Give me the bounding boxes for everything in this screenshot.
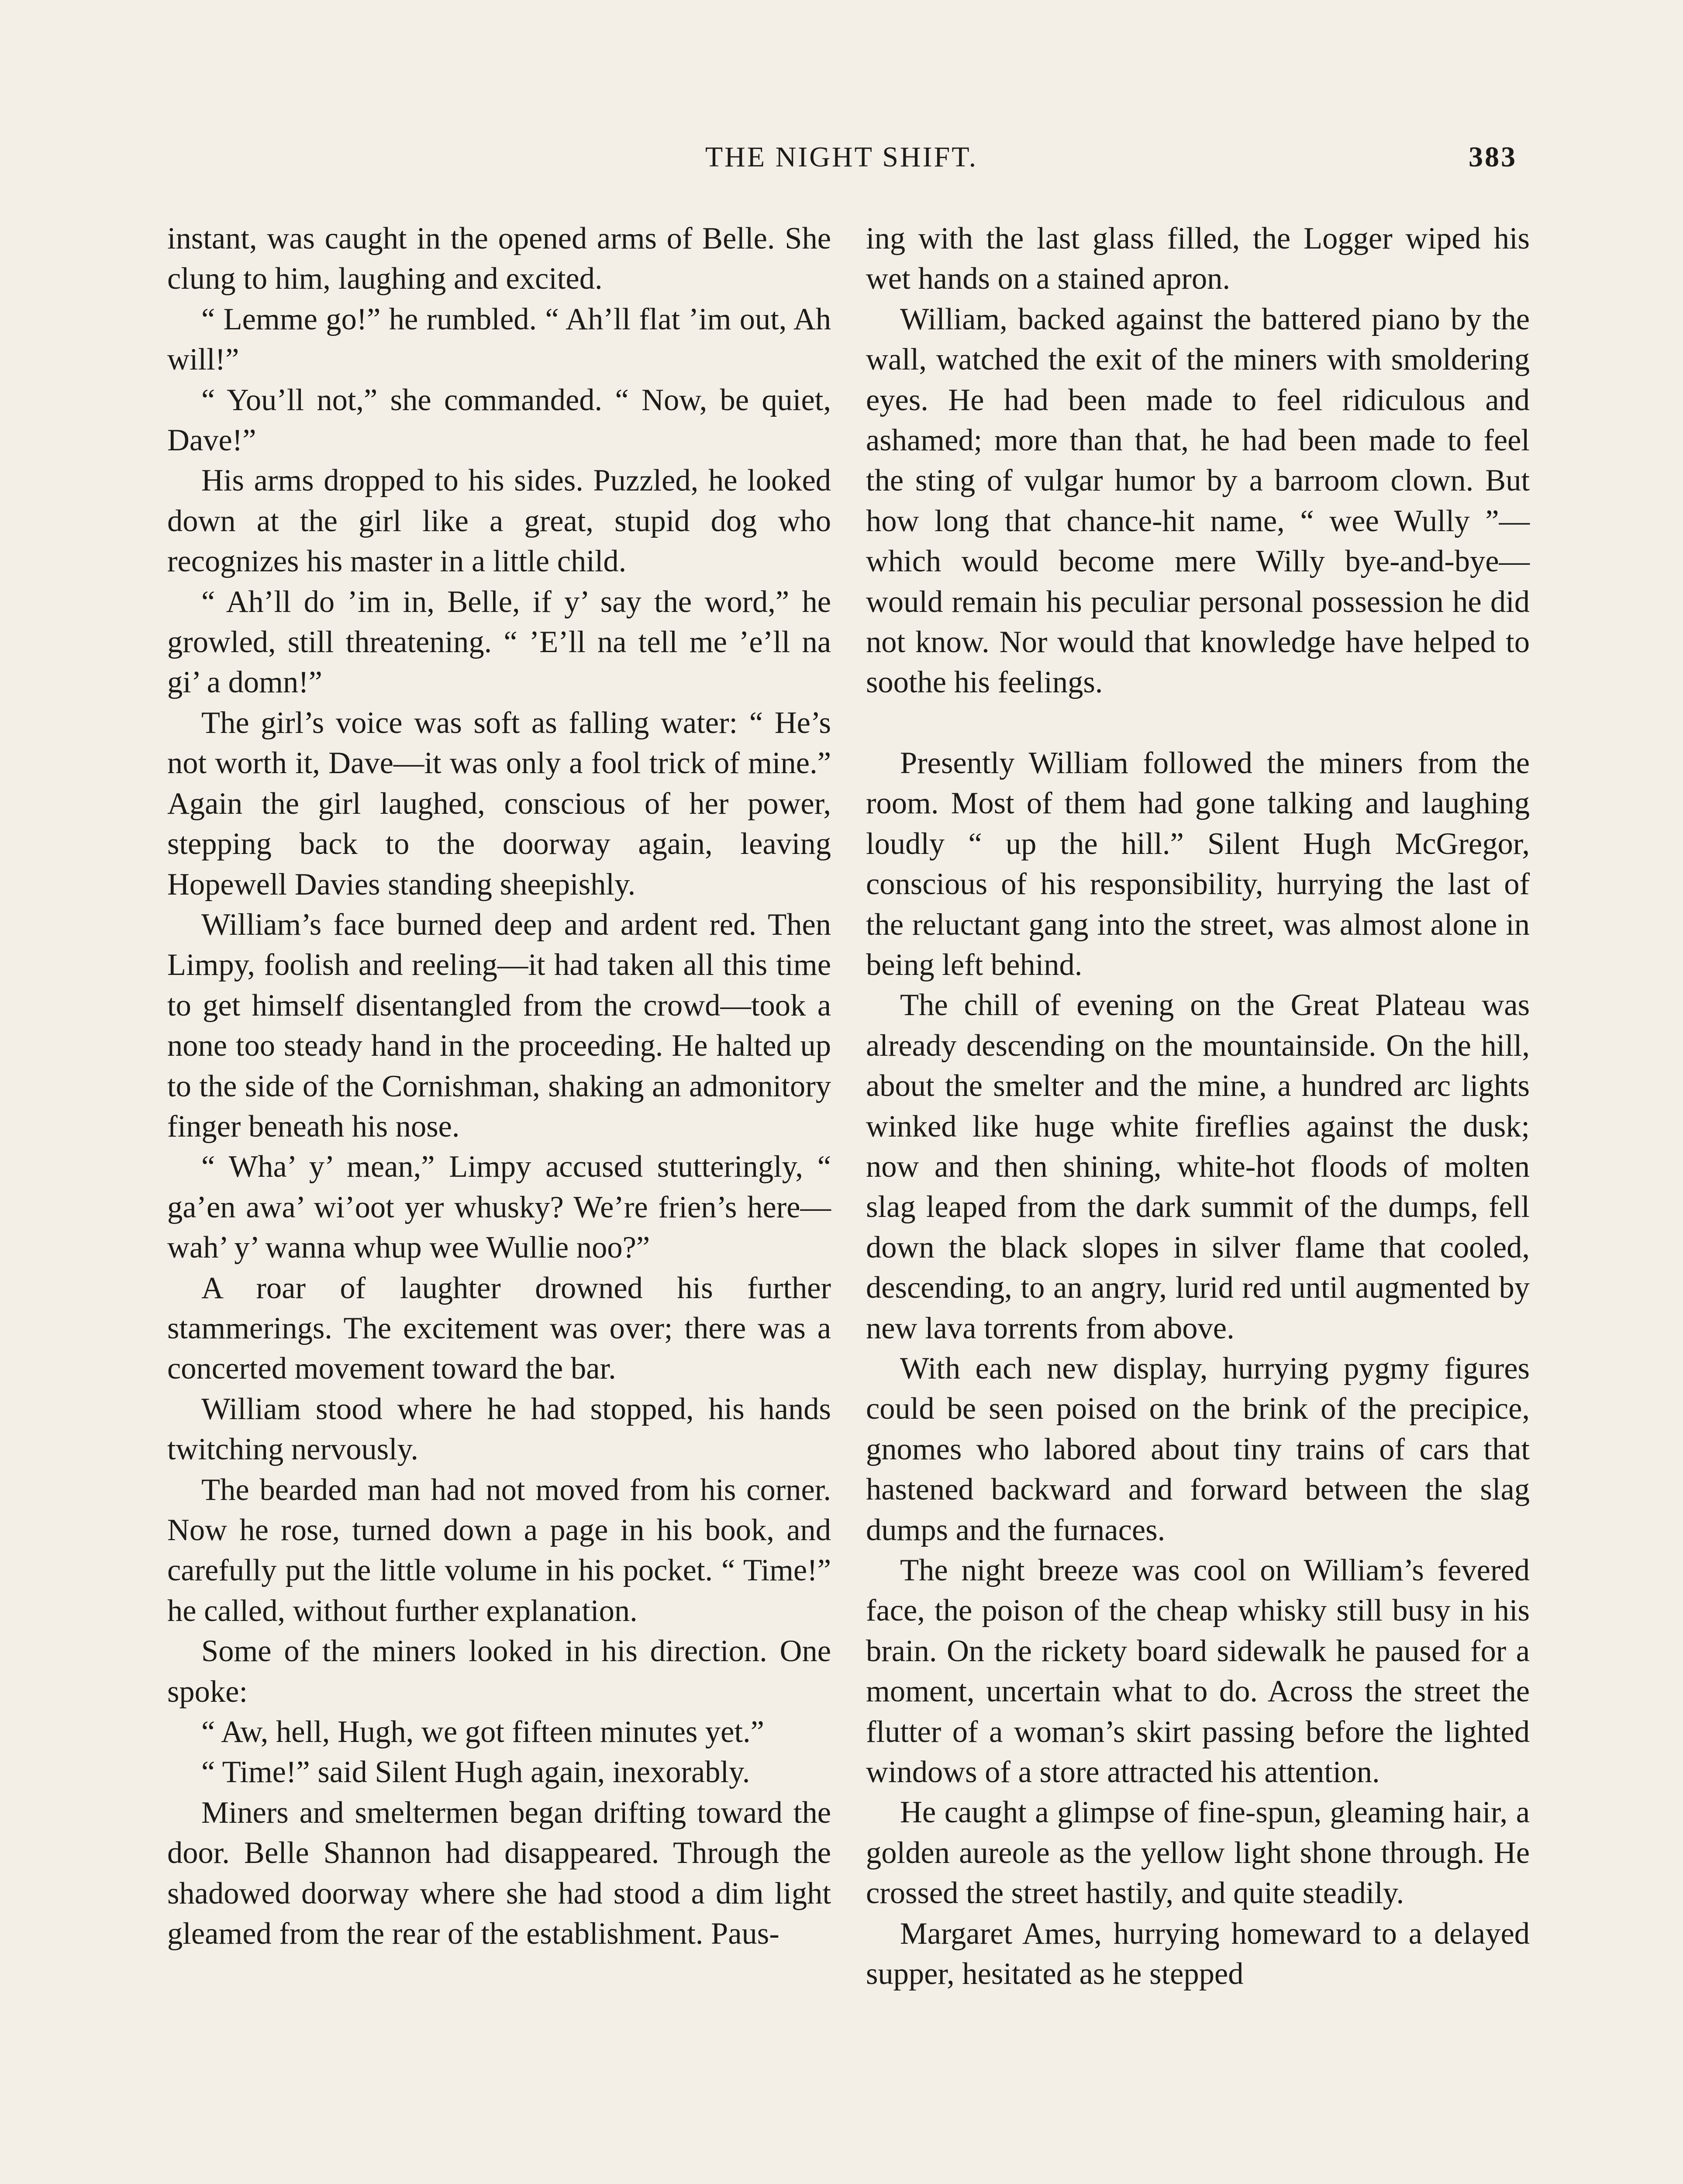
- paragraph: Margaret Ames, hurrying homeward to a delayed supper, hesitated as he stepped: [866, 1916, 1530, 1991]
- page-header: [166, 141, 1517, 180]
- paragraph: The chill of evening on the Great Plateau was already descending on the mountainside. On the hill, about the smelter and the mine, a hundred arc lights winked like huge white fireflies against the dusk; now and then shining, white-hot floods of molten slag leaped from the dark summit of the dumps, fell down the black slopes in silver flame that cooled, descending, to an angry, lurid red until augmented by new lava torrents from above.: [866, 988, 1530, 1345]
- paragraph: instant, was caught in the opened arms of Belle. She clung to him, laughing and excited.: [167, 221, 831, 296]
- paragraph: A roar of laughter drowned his further stammerings. The excitement was over; there was a concerted movement toward the bar.: [167, 1271, 831, 1386]
- paragraph: “ Ah’ll do ’im in, Belle, if y’ say the word,” he growled, still threatening. “ ’E’ll na tell me ’e’ll na gi’ a domn!”: [167, 584, 831, 700]
- paragraph: Some of the miners looked in his direction. One spoke:: [167, 1634, 831, 1709]
- left-column: [167, 218, 831, 1954]
- paragraph: William’s face burned deep and ardent red. Then Limpy, foolish and reeling—it had taken all this time to get himself disentangled from the crowd—took a none too steady hand in the proceeding. He halted up to the side of the Cornishman, shaking an admonitory finger beneath his nose.: [167, 907, 831, 1144]
- paragraph: “ Time!” said Silent Hugh again, inexorably.: [201, 1755, 750, 1790]
- paragraph: “ Lemme go!” he rumbled. “ Ah’ll flat ’im out, Ah will!”: [167, 302, 831, 377]
- paragraph: Miners and smeltermen began drifting toward the door. Belle Shannon had disappeared. Through the shadowed doorway where she had stood a dim light gleamed from the rear of the establishment. Paus-: [167, 1795, 831, 1951]
- paragraph: William, backed against the battered piano by the wall, watched the exit of the miners with smoldering eyes. He had been made to feel ridiculous and ashamed; more than that, he had been made to feel the sting of vulgar humor by a barroom clown. But how long that chance-hit name, “ wee Wully ”—which would become mere Willy bye-and-bye—would remain his peculiar personal possession he did not know. Nor would that knowledge have helped to soothe his feelings.: [866, 302, 1530, 700]
- paragraph: William stood where he had stopped, his hands twitching nervously.: [167, 1392, 831, 1467]
- paragraph: ing with the last glass filled, the Logger wiped his wet hands on a stained apron.: [866, 221, 1530, 296]
- paragraph: He caught a glimpse of fine-spun, gleaming hair, a golden aureole as the yellow light shone through. He crossed the street hastily, and quite steadily.: [866, 1795, 1530, 1911]
- paragraph: The girl’s voice was soft as falling water: “ He’s not worth it, Dave—it was only a fool trick of mine.” Again the girl laughed, conscious of her power, stepping back to the doorway again, leaving Hopewell Davies standing sheepishly.: [167, 705, 831, 902]
- paragraph: “ Aw, hell, Hugh, we got fifteen minutes yet.”: [201, 1715, 764, 1749]
- paragraph: The night breeze was cool on William’s fevered face, the poison of the cheap whisky still busy in his brain. On the rickety board sidewalk he paused for a moment, uncertain what to do. Across the street the flutter of a woman’s skirt passing before the lighted windows of a store attracted his attention.: [866, 1553, 1530, 1790]
- paragraph: “ Wha’ y’ mean,” Limpy accused stutteringly, “ ga’en awa’ wi’oot yer whusky? We’re frien’s here—wah’ y’ wanna whup wee Wullie noo?”: [167, 1150, 831, 1265]
- paragraph: With each new display, hurrying pygmy figures could be seen poised on the brink of the precipice, gnomes who labored about tiny trains of cars that hastened backward and forward between the slag dumps and the furnaces.: [866, 1351, 1530, 1547]
- running-title: THE NIGHT SHIFT.: [705, 141, 978, 173]
- page-number: 383: [1469, 141, 1517, 173]
- paragraph: The bearded man had not moved from his corner. Now he rose, turned down a page in his book, and carefully put the little volume in his pocket. “ Time!” he called, without further explanation.: [167, 1472, 831, 1628]
- right-column: [866, 218, 1530, 1994]
- paragraph: His arms dropped to his sides. Puzzled, he looked down at the girl like a great, stupid dog who recognizes his master in a little child.: [167, 463, 831, 579]
- paragraph: “ You’ll not,” she commanded. “ Now, be quiet, Dave!”: [167, 383, 831, 458]
- paragraph: Presently William followed the miners from the room. Most of them had gone talking and laughing loudly “ up the hill.” Silent Hugh McGregor, conscious of his responsibility, hurrying the last of the reluctant gang into the street, was almost alone in being left behind.: [866, 746, 1530, 982]
